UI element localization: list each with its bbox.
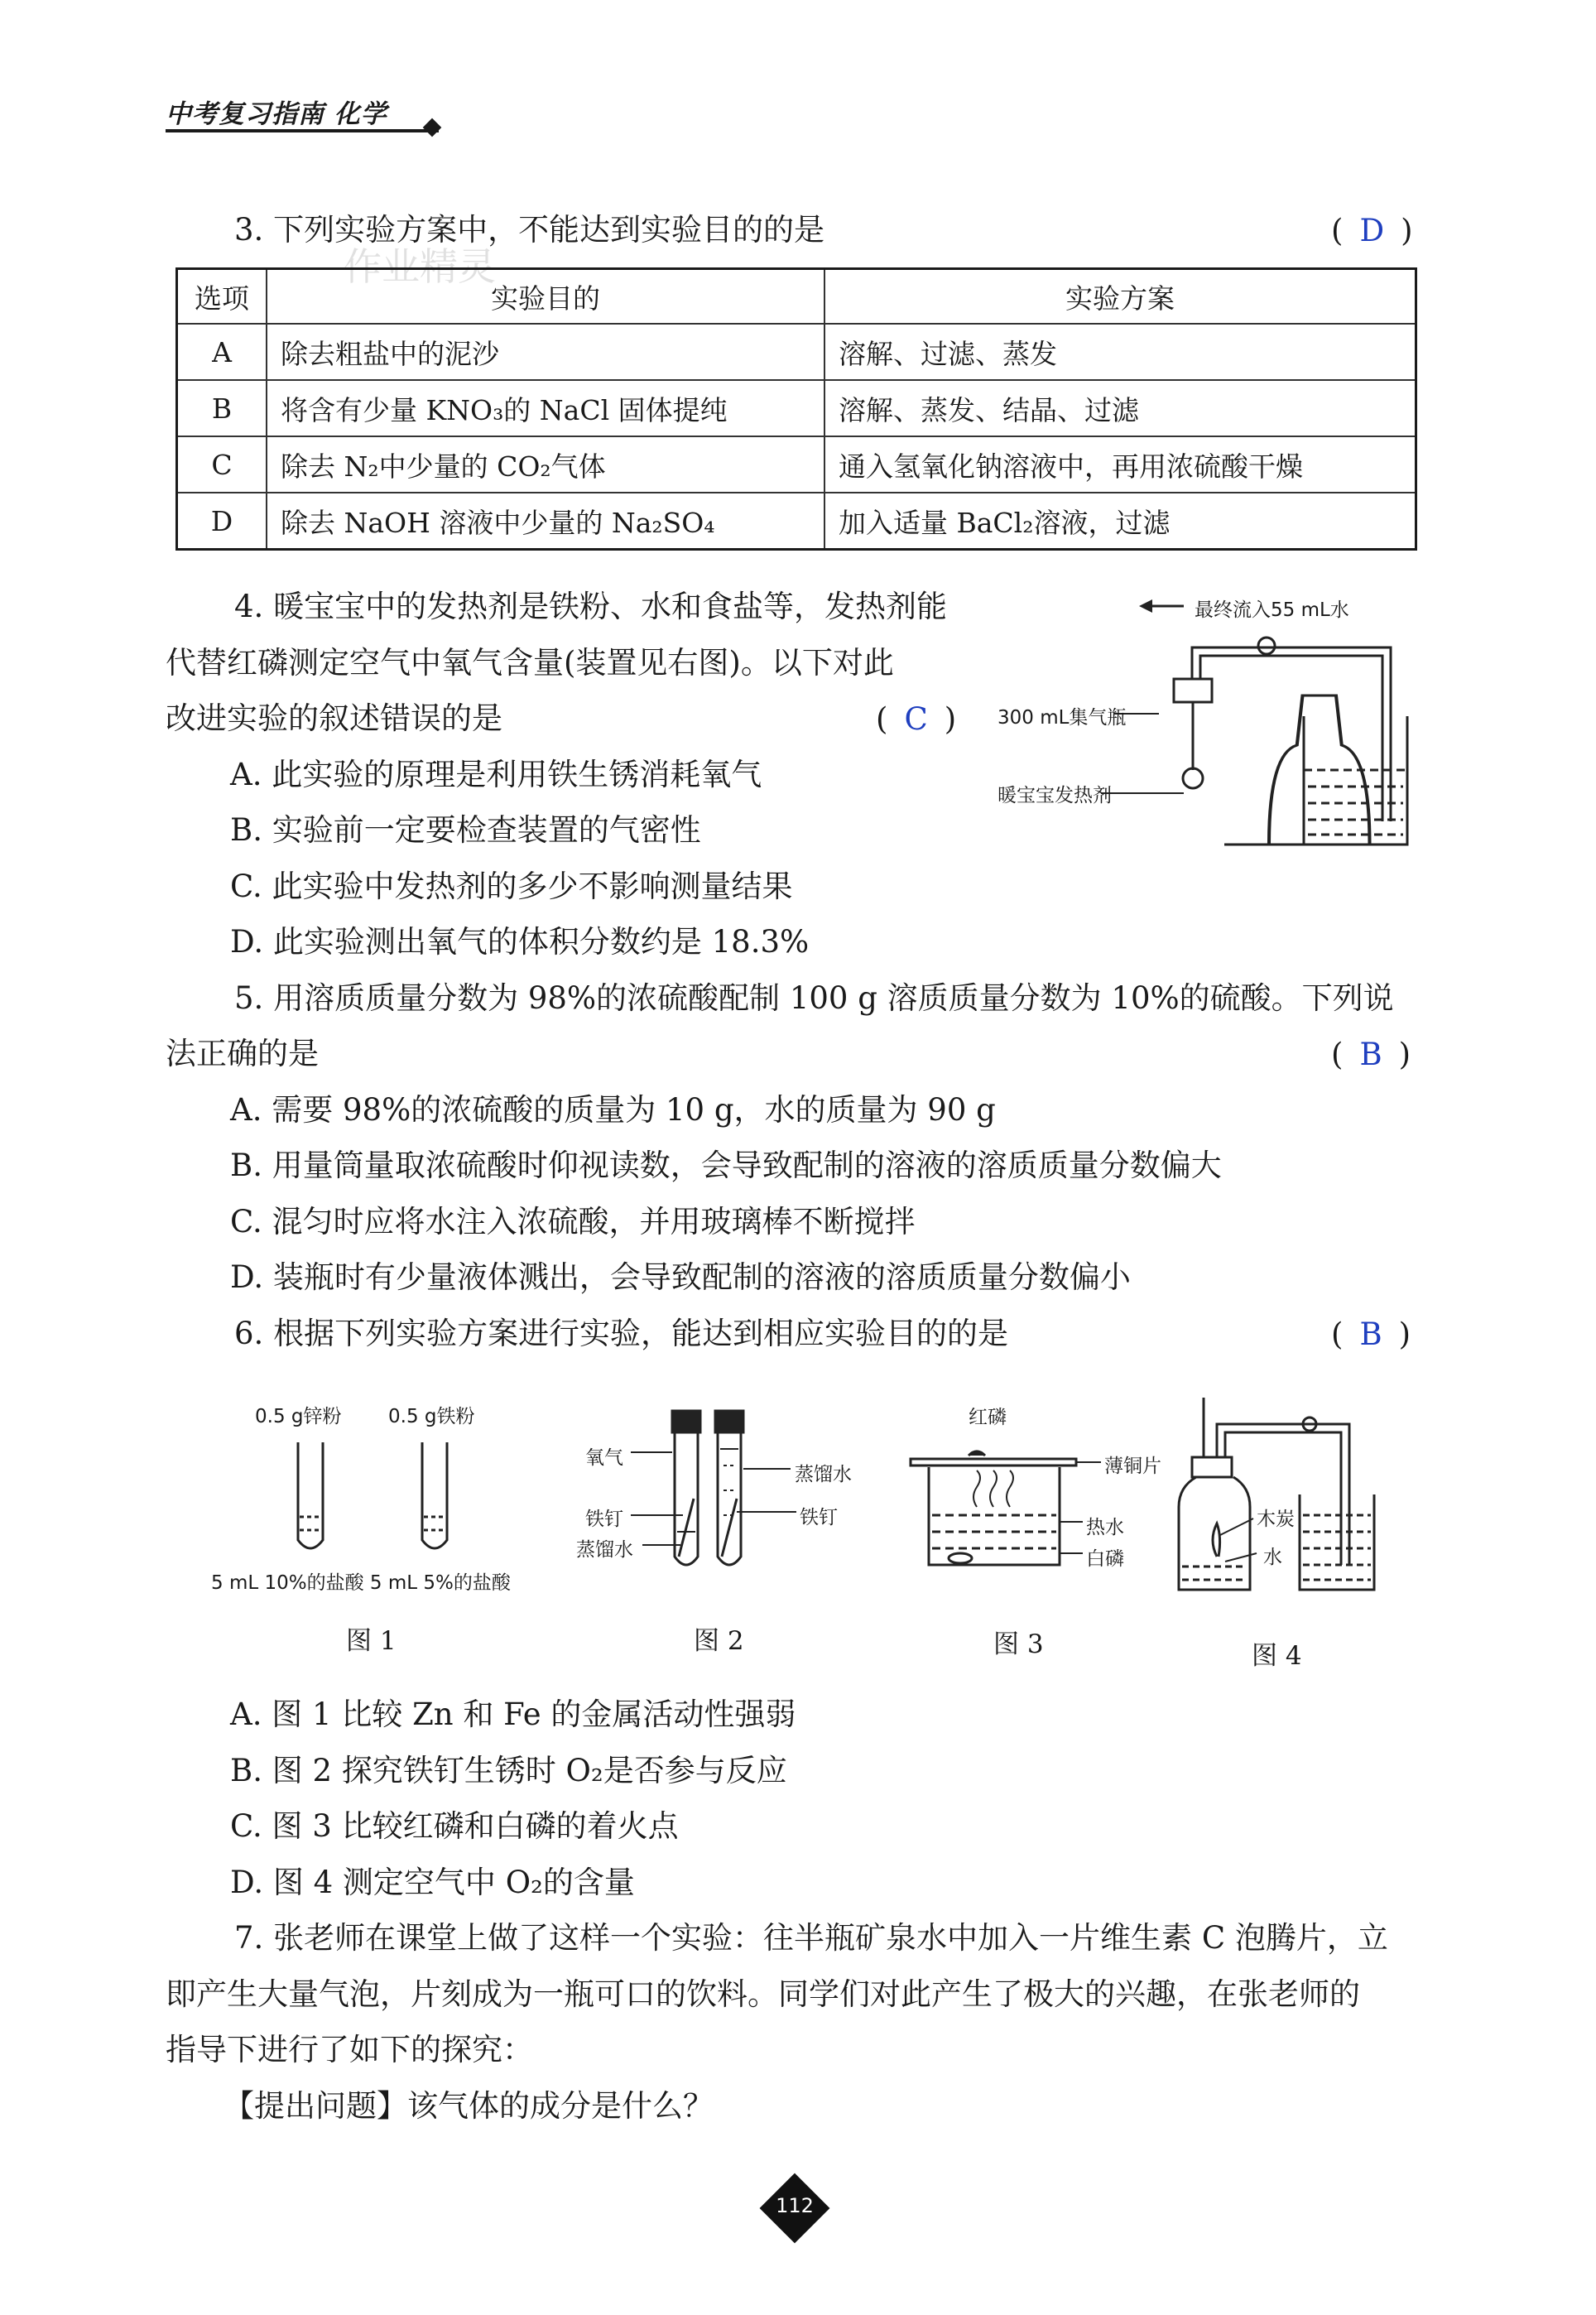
q5-option-b: B. 用量筒量取浓硫酸时仰视读数，会导致配制的溶液的溶质质量分数偏大 [230, 1148, 1222, 1183]
q4-line2: 代替红磷测定空气中氧气含量(装置见右图)。以下对此 [166, 645, 894, 681]
fig3-caption: 图 3 [993, 1629, 1044, 1659]
q6-answer-bracket: ( B ) [1331, 1316, 1411, 1352]
table-cell: 除去 N₂中少量的 CO₂气体 [267, 436, 824, 493]
q4-option-a: A. 此实验的原理是利用铁生锈消耗氧气 [230, 757, 762, 792]
delivery-tube-inner [1225, 1432, 1341, 1565]
header-rule [166, 129, 439, 132]
fig2-label-water-left: 蒸馏水 [576, 1539, 633, 1561]
delivery-tube [1192, 647, 1391, 821]
fig2-label-nail-right: 铁钉 [800, 1507, 838, 1528]
table-cell: C [177, 436, 267, 493]
fig3-label-copper: 薄铜片 [1104, 1456, 1161, 1477]
q7-line1: 7. 张老师在课堂上做了这样一个实验：往半瓶矿泉水中加入一片维生素 C 泡腾片，立 [234, 1920, 1388, 1956]
q5-option-c: C. 混匀时应将水注入浓硫酸，并用玻璃棒不断搅拌 [230, 1204, 916, 1239]
table-cell: 除去粗盐中的泥沙 [267, 324, 824, 380]
q5-line2: 法正确的是 [166, 1036, 319, 1071]
book-header: 中考复习指南 化学 [166, 99, 387, 129]
q3-answer: D [1359, 213, 1385, 248]
table-cell: 溶解、过滤、蒸发 [824, 324, 1416, 380]
q7-line3: 指导下进行了如下的探究： [166, 2032, 533, 2067]
stopper-left [672, 1411, 700, 1432]
fig1-label-zinc: 0.5 g锌粉 [255, 1406, 342, 1427]
arrow-head-icon [1139, 599, 1152, 613]
table-cell: 通入氢氧化钠溶液中，再用浓硫酸干燥 [824, 436, 1416, 493]
q6-answer: B [1359, 1316, 1382, 1352]
red-phosphorus-icon [969, 1451, 985, 1456]
delivery-tube [1217, 1424, 1349, 1565]
q4-label-heater: 暖宝宝发热剂 [997, 785, 1112, 806]
test-tube-iron [422, 1442, 447, 1548]
q3-stem: 3. 下列实验方案中，不能达到实验目的的是 [234, 212, 825, 248]
fig3-label-hot-water: 热水 [1086, 1517, 1124, 1538]
table-cell: D [177, 493, 267, 550]
steam-icon [973, 1470, 980, 1507]
leader-line [1225, 1553, 1257, 1562]
table-row [177, 380, 1416, 436]
watermark: 作业精灵 [344, 244, 496, 289]
q7-line2: 即产生大量气泡，片刻成为一瓶可口的饮料。同学们对此产生了极大的兴趣，在张老师的 [166, 1976, 1360, 2012]
clamp-icon [1258, 638, 1275, 654]
delivery-tube-inner [1200, 656, 1382, 821]
q5-answer-bracket: ( B ) [1331, 1037, 1411, 1072]
table-row [177, 493, 1416, 550]
fig1-diagram [199, 1424, 563, 1565]
fig1-caption: 图 1 [346, 1626, 397, 1656]
table-row [177, 324, 1416, 380]
fig2-label-water-right: 蒸馏水 [795, 1464, 852, 1485]
q4-option-c: C. 此实验中发热剂的多少不影响测量结果 [230, 869, 793, 904]
test-tube-right [718, 1432, 741, 1565]
table-cell: B [177, 380, 267, 436]
steam-icon [990, 1470, 997, 1507]
q6-stem: 6. 根据下列实验方案进行实验，能达到相应实验目的的是 [234, 1316, 1009, 1351]
q5-option-a: A. 需要 98%的浓硫酸的质量为 10 g，水的质量为 90 g [230, 1092, 996, 1128]
fig3-label-white-p: 白磷 [1086, 1548, 1124, 1570]
q4-label-bottle: 300 mL集气瓶 [997, 707, 1127, 729]
table-row [177, 436, 1416, 493]
table-cell: 将含有少量 KNO₃的 NaCl 固体提纯 [267, 380, 824, 436]
q6-option-d: D. 图 4 测定空气中 O₂的含量 [230, 1865, 635, 1900]
charcoal-flame-icon [1213, 1523, 1220, 1557]
q6-option-b: B. 图 2 探究铁钉生锈时 O₂是否参与反应 [230, 1753, 787, 1788]
header-diamond-icon [423, 118, 442, 137]
bottle-stopper [1174, 679, 1212, 702]
fig2-label-oxygen: 氧气 [585, 1447, 623, 1469]
fig2-caption: 图 2 [694, 1626, 744, 1656]
steam-icon [1007, 1470, 1013, 1507]
fig1-label-acids: 5 mL 10%的盐酸 5 mL 5%的盐酸 [211, 1572, 511, 1594]
table-cell: A [177, 324, 267, 380]
q6-option-a: A. 图 1 比较 Zn 和 Fe 的金属活动性强弱 [230, 1697, 796, 1732]
q5-answer: B [1359, 1037, 1382, 1072]
table-header-row [177, 269, 1416, 325]
fig4-label-charcoal: 木炭 [1257, 1509, 1295, 1530]
q6-option-c: C. 图 3 比较红磷和白磷的着火点 [230, 1808, 679, 1844]
beaker [1300, 1494, 1374, 1590]
q5-option-d: D. 装瓶时有少量液体溅出，会导致配制的溶液的溶质质量分数偏小 [230, 1259, 1131, 1295]
q4-option-d: D. 此实验测出氧气的体积分数约是 18.3% [230, 924, 810, 960]
bottle-stopper [1192, 1457, 1232, 1477]
table-cell: 溶解、蒸发、结晶、过滤 [824, 380, 1416, 436]
q4-line1: 4. 暖宝宝中的发热剂是铁粉、水和食盐等，发热剂能 [234, 589, 948, 624]
page-number: 112 [776, 2194, 814, 2217]
fig4-label-water: 水 [1263, 1547, 1282, 1568]
q3-answer-bracket: ( D ) [1331, 213, 1413, 248]
fig2-label-nail-left: 铁钉 [585, 1509, 623, 1530]
leader-line [1220, 1518, 1253, 1535]
white-phosphorus-icon [949, 1553, 972, 1563]
fig3-label-red-p: 红磷 [969, 1407, 1007, 1428]
nail-right [722, 1499, 737, 1557]
q4-line3: 改进实验的叙述错误的是 [166, 700, 502, 736]
copper-sheet [911, 1459, 1076, 1466]
heater-packet-icon [1183, 768, 1203, 788]
q4-label-flow: 最终流入55 mL水 [1195, 599, 1349, 621]
table-header-cell: 选项 [177, 269, 267, 325]
fig1-label-iron: 0.5 g铁粉 [388, 1406, 475, 1427]
test-tube-zinc [298, 1442, 323, 1548]
table-cell: 加入适量 BaCl₂溶液，过滤 [824, 493, 1416, 550]
q4-answer: C [904, 701, 928, 737]
q4-option-b: B. 实验前一定要检查装置的气密性 [230, 812, 701, 848]
table-header-cell: 实验目的 [267, 269, 824, 325]
q3-table [175, 267, 1417, 551]
q5-line1: 5. 用溶质质量分数为 98%的浓硫酸配制 100 g 溶质质量分数为 10%的硫酸。下列说 [234, 980, 1394, 1016]
table-header-cell: 实验方案 [824, 269, 1416, 325]
stopper-right [715, 1411, 743, 1432]
fig4-diagram [1167, 1391, 1440, 1598]
q7-line4: 【提出问题】该气体的成分是什么？ [224, 2088, 714, 2124]
table-cell: 除去 NaOH 溶液中少量的 Na₂SO₄ [267, 493, 824, 550]
q4-answer-bracket: ( C ) [876, 701, 957, 737]
nail-left [679, 1499, 694, 1557]
fig4-caption: 图 4 [1252, 1641, 1302, 1671]
